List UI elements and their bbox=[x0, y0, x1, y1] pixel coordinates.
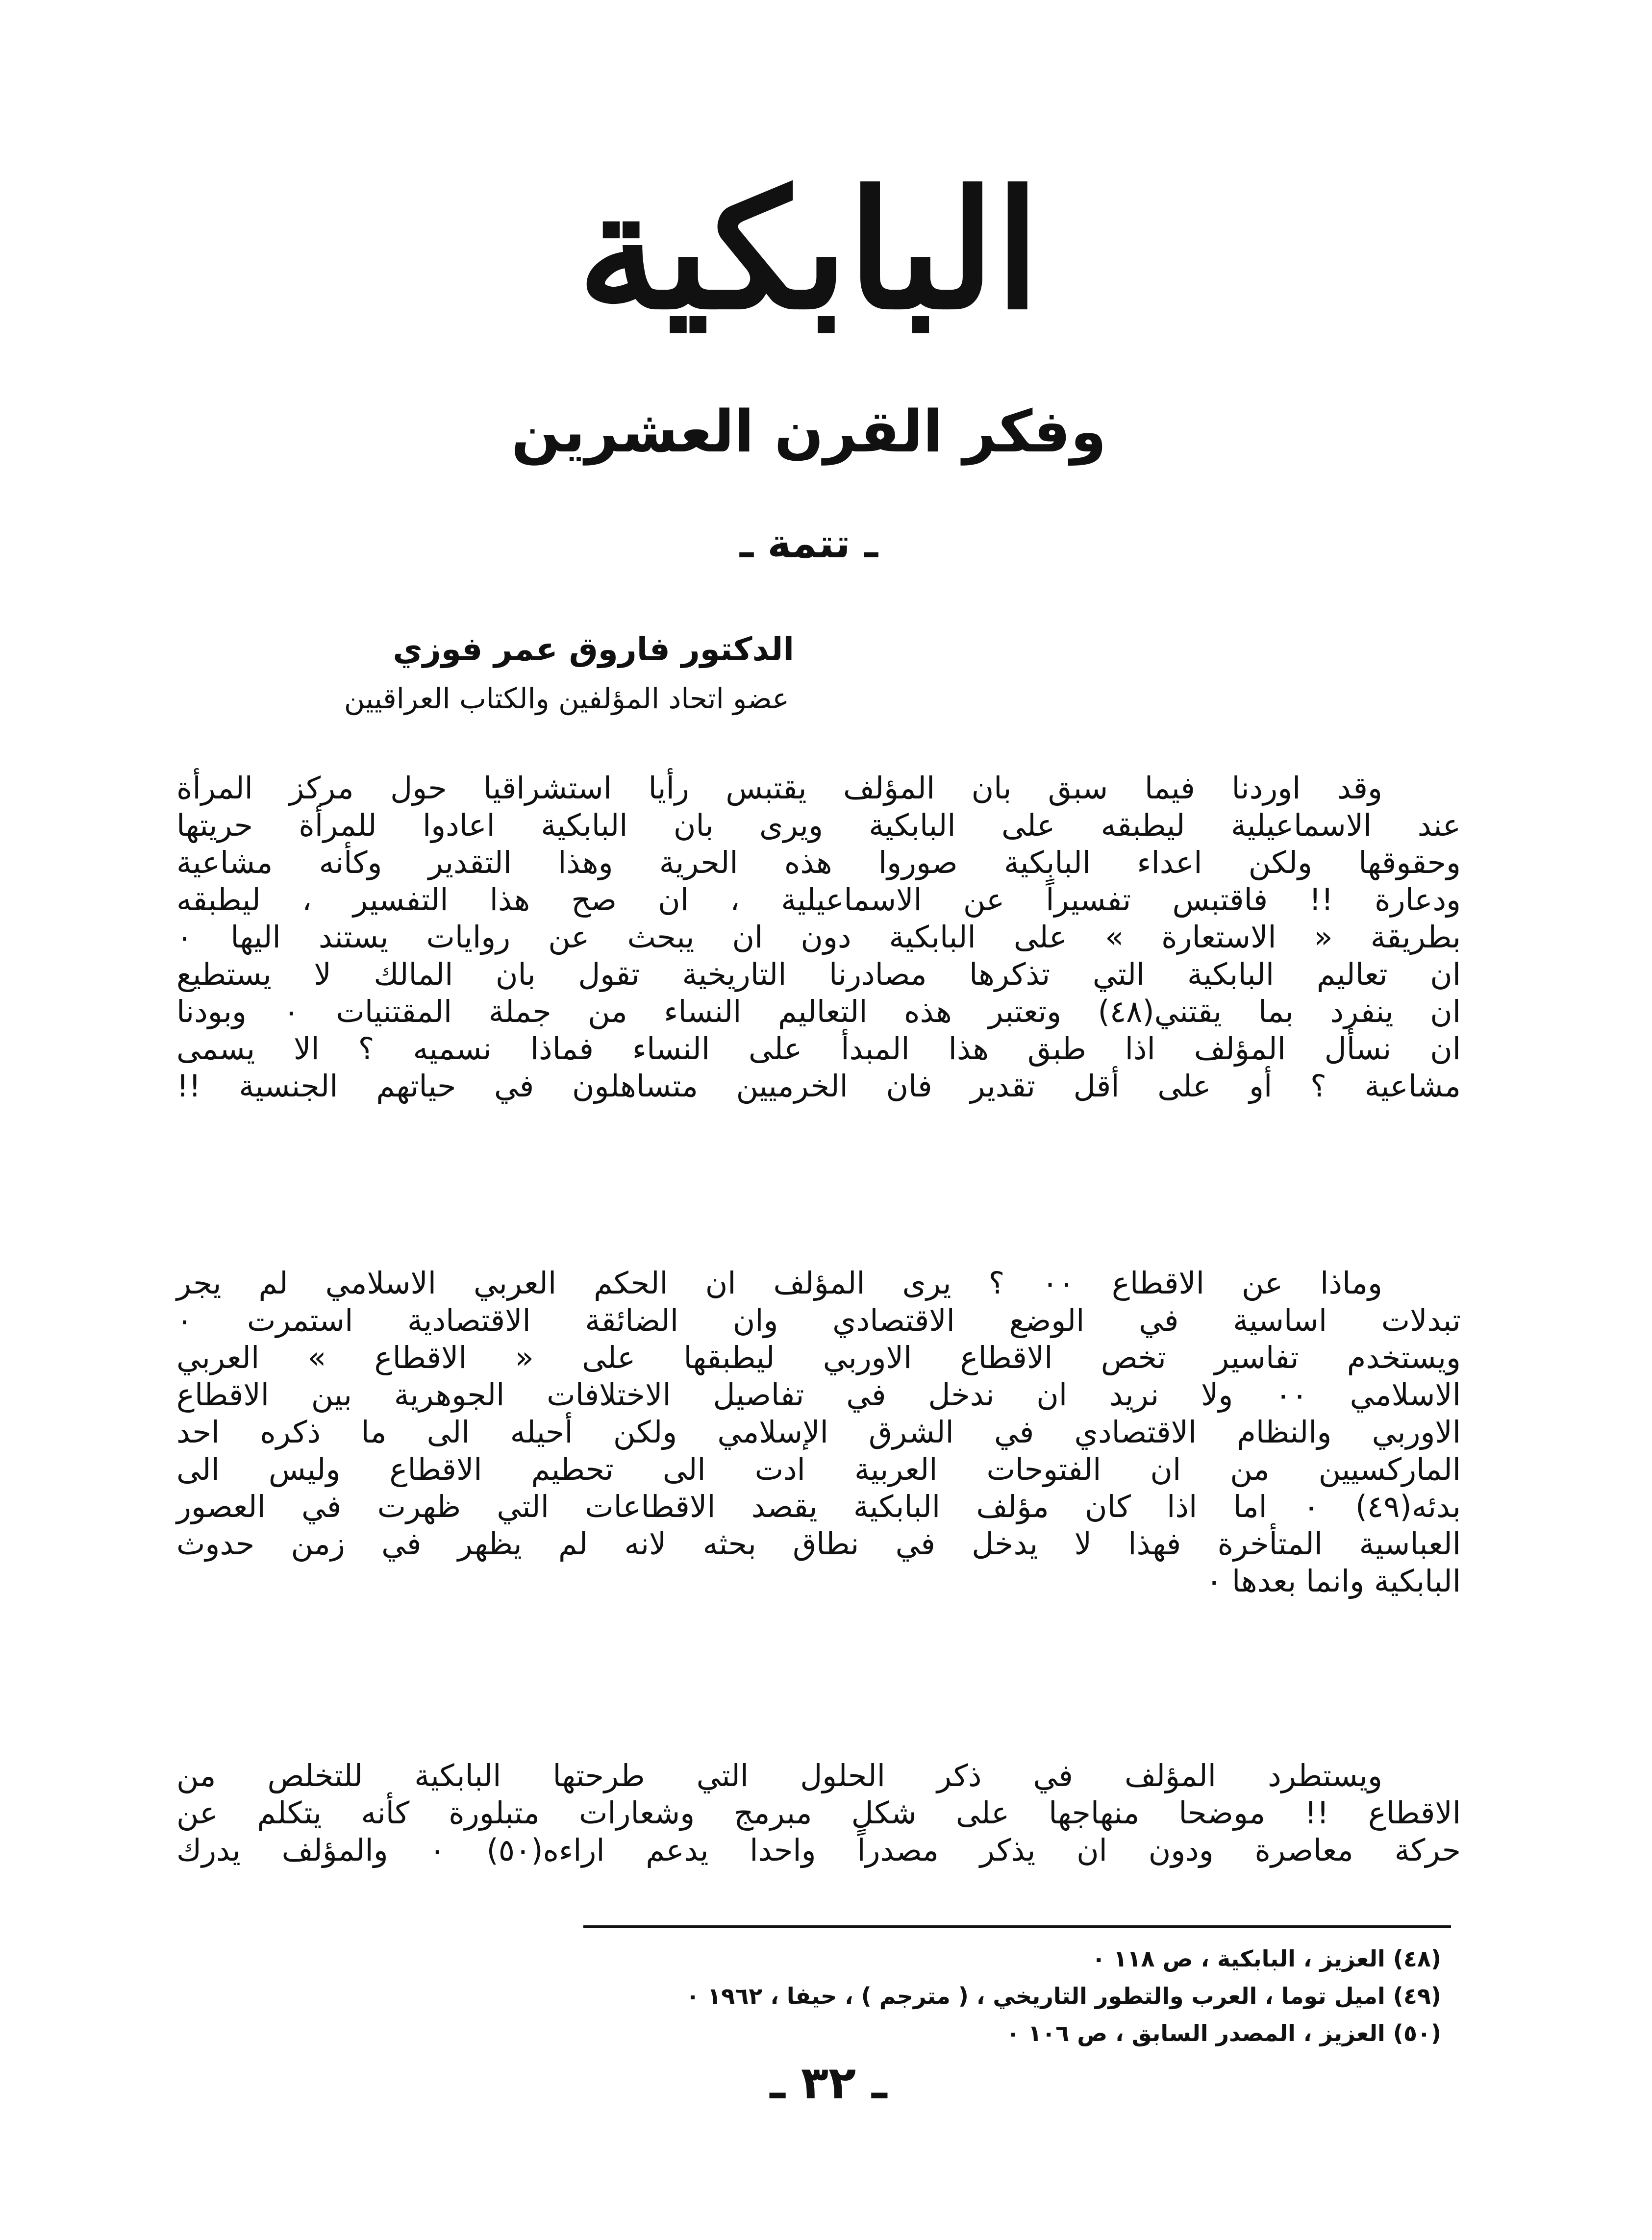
footnote-49: (٤٩) اميل توما ، العرب والتطور التاريخي ، ( مترجم ) ، حيفا ، ١٩٦٢ ٠ bbox=[685, 1983, 1441, 2009]
text-line: ان نسأل المؤلف اذا طبق هذا المبدأ على النساء فماذا نسميه ؟ الا يسمى bbox=[176, 1031, 1461, 1067]
text-line: مشاعية ؟ أو على أقل تقدير فان الخرميين متساهلون في حياتهم الجنسية !! bbox=[176, 1068, 1461, 1104]
text-line: ان ينفرد بما يقتني(٤٨) وتعتبر هذه التعاليم النساء من جملة المقتنيات ٠ وبودنا bbox=[176, 994, 1461, 1029]
text-line: بطريقة « الاستعارة » على البابكية دون ان يبحث عن روايات يستند اليها ٠ bbox=[176, 919, 1461, 955]
text-line: الاوربي والنظام الاقتصادي في الشرق الإسلامي ولكن أحيله الى ما ذكره احد bbox=[176, 1414, 1461, 1450]
author-affiliation: عضو اتحاد المؤلفين والكتاب العراقيين bbox=[344, 682, 789, 715]
article-subtitle: وفكر القرن العشرين bbox=[511, 398, 1106, 465]
text-line: وقد اوردنا فيما سبق بان المؤلف يقتبس رأيا استشراقيا حول مركز المرأة bbox=[176, 770, 1382, 806]
text-line: حركة معاصرة ودون ان يذكر مصدراً واحدا يدعم اراءه(٥٠) ٠ والمؤلف يدرك bbox=[176, 1832, 1461, 1868]
text-line: الاسلامي ٠٠ ولا نريد ان ندخل في تفاصيل الاختلافات الجوهرية بين الاقطاع bbox=[176, 1377, 1461, 1413]
footnote-divider bbox=[583, 1925, 1451, 1928]
footnote-50: (٥٠) العزيز ، المصدر السابق ، ص ١٠٦ ٠ bbox=[1006, 2020, 1441, 2046]
body-paragraph-1 bbox=[176, 770, 1461, 1105]
continuation-label: ـ تتمة ـ bbox=[739, 521, 878, 567]
text-line: عند الاسماعيلية ليطبقه على البابكية ويرى بان البابكية اعادوا للمرأة حريتها bbox=[176, 807, 1461, 843]
text-line: ويستطرد المؤلف في ذكر الحلول التي طرحتها البابكية للتخلص من bbox=[176, 1758, 1382, 1793]
text-line: وماذا عن الاقطاع ٠٠ ؟ يرى المؤلف ان الحكم العربي الاسلامي لم يجر bbox=[176, 1265, 1382, 1301]
text-line: ويستخدم تفاسير تخص الاقطاع الاوربي ليطبقها على « الاقطاع » العربي bbox=[176, 1340, 1461, 1375]
footnote-48: (٤٨) العزيز ، البابكية ، ص ١١٨ ٠ bbox=[1092, 1945, 1441, 1972]
text-line: وحقوقها ولكن اعداء البابكية صوروا هذه الحرية وهذا التقدير وكأنه مشاعية bbox=[176, 845, 1461, 880]
text-line: الماركسيين من ان الفتوحات العربية ادت الى تحطيم الاقطاع وليس الى bbox=[176, 1451, 1461, 1487]
text-line: تبدلات اساسية في الوضع الاقتصادي وان الضائقة الاقتصادية استمرت ٠ bbox=[176, 1302, 1461, 1338]
text-line: العباسية المتأخرة فهذا لا يدخل في نطاق بحثه لانه لم يظهر في زمن حدوث bbox=[176, 1526, 1461, 1562]
page-number: ـ ٣٢ ـ bbox=[770, 2057, 887, 2109]
text-line: ان تعاليم البابكية التي تذكرها مصادرنا التاريخية تقول بان المالك لا يستطيع bbox=[176, 956, 1461, 992]
body-paragraph-2 bbox=[176, 1265, 1461, 1600]
body-paragraph-3 bbox=[176, 1757, 1461, 1869]
text-line: ودعارة !! فاقتبس تفسيراً عن الاسماعيلية ، ان صح هذا التفسير ، ليطبقه bbox=[176, 882, 1461, 918]
author-name: الدكتور فاروق عمر فوزي bbox=[393, 630, 794, 668]
text-line: البابكية وانما بعدها ٠ bbox=[1205, 1563, 1461, 1599]
footnotes bbox=[343, 1940, 1441, 2052]
article-title: البابكية bbox=[577, 155, 1040, 345]
text-line: الاقطاع !! موضحا منهاجها على شكل مبرمج وشعارات متبلورة كأنه يتكلم عن bbox=[176, 1795, 1461, 1831]
text-line: بدئه(٤٩) ٠ اما اذا كان مؤلف البابكية يقصد الاقطاعات التي ظهرت في العصور bbox=[176, 1489, 1461, 1524]
